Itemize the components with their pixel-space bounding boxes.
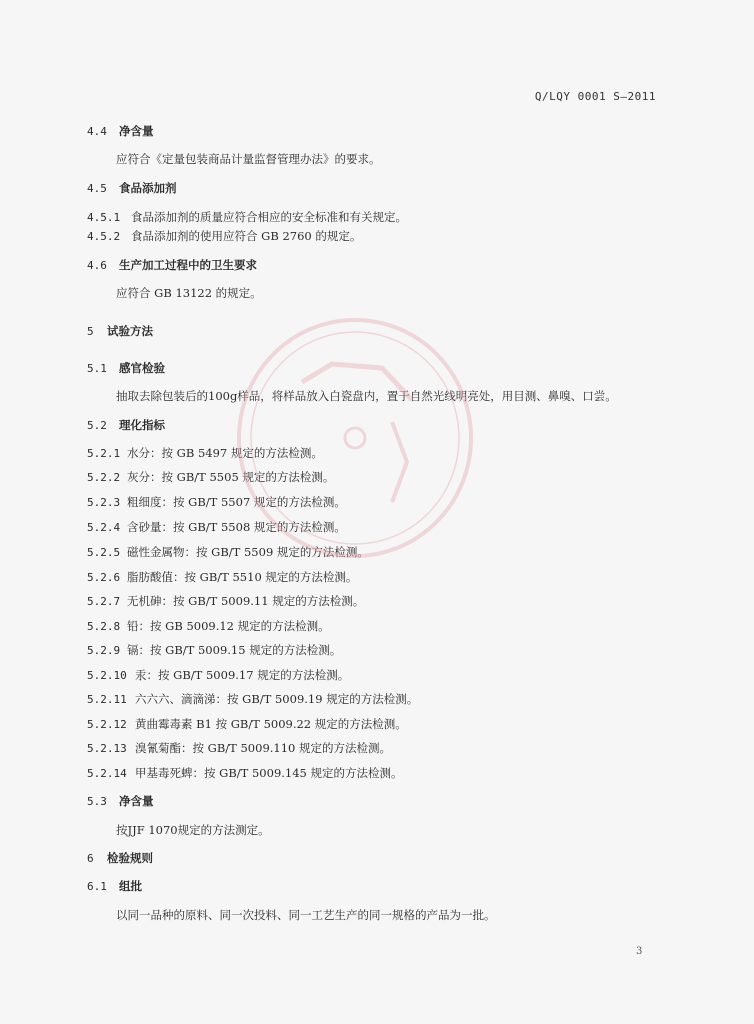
clause-4-5-2 <box>87 229 361 244</box>
clause-5-2-13 <box>87 741 391 756</box>
clause-5-2-6 <box>87 570 357 585</box>
section-number: 5.3 <box>87 795 107 808</box>
section-title: 净含量 <box>119 794 154 808</box>
clause-text: 六六六、滴滴涕：按 GB/T 5009.19 规定的方法检测。 <box>135 692 419 706</box>
clause-5-2-7 <box>87 594 364 609</box>
section-5-2-heading <box>87 418 165 433</box>
clause-text: 食品添加剂的质量应符合相应的安全标准和有关规定。 <box>131 210 407 224</box>
clause-text: 脂肪酸值：按 GB/T 5510 规定的方法检测。 <box>127 570 358 584</box>
section-title: 试验方法 <box>107 324 153 338</box>
clause-5-2-9 <box>87 643 341 658</box>
section-6-1-heading <box>87 879 142 894</box>
section-number: 6.1 <box>87 880 107 893</box>
paragraph: 抽取去除包装后的100g样品，将样品放入白瓷盘内，置于自然光线明亮处，用目测、鼻嗅、口尝。 <box>116 389 617 403</box>
clause-5-2-10 <box>87 668 349 683</box>
clause-text: 镉：按 GB/T 5009.15 规定的方法检测。 <box>127 643 342 657</box>
section-number: 6 <box>87 852 94 865</box>
clause-number: 5.2.3 <box>87 496 121 509</box>
section-4-5-heading <box>87 181 177 196</box>
clause-text: 溴氰菊酯：按 GB/T 5009.110 规定的方法检测。 <box>135 741 392 755</box>
paragraph: 按JJF 1070规定的方法测定。 <box>116 823 270 837</box>
clause-number: 5.2.9 <box>87 644 121 657</box>
section-number: 5.2 <box>87 419 107 432</box>
clause-5-2-2 <box>87 470 334 485</box>
section-number: 4.5 <box>87 182 107 195</box>
clause-5-2-4 <box>87 520 346 535</box>
section-title: 感官检验 <box>119 361 165 375</box>
section-number: 4.6 <box>87 259 107 272</box>
section-6-heading <box>87 851 153 866</box>
section-title: 生产加工过程中的卫生要求 <box>119 258 257 272</box>
clause-number: 4.5.2 <box>87 230 121 243</box>
clause-number: 4.5.1 <box>87 211 121 224</box>
paragraph: 应符合《定量包装商品计量监督管理办法》的要求。 <box>116 152 381 166</box>
clause-5-2-12 <box>87 717 407 732</box>
clause-number: 5.2.7 <box>87 595 121 608</box>
clause-5-2-14 <box>87 766 403 781</box>
page-number: 3 <box>636 946 643 957</box>
section-title: 净含量 <box>119 124 154 138</box>
clause-text: 食品添加剂的使用应符合 GB 2760 的规定。 <box>131 229 362 243</box>
section-title: 食品添加剂 <box>119 181 177 195</box>
section-number: 5.1 <box>87 362 107 375</box>
clause-text: 灰分：按 GB/T 5505 规定的方法检测。 <box>127 470 335 484</box>
clause-5-2-3 <box>87 495 346 510</box>
clause-text: 粗细度：按 GB/T 5507 规定的方法检测。 <box>127 495 346 509</box>
clause-number: 5.2.8 <box>87 620 121 633</box>
section-number: 5 <box>87 325 94 338</box>
clause-5-2-1 <box>87 446 323 461</box>
clause-number: 5.2.2 <box>87 471 121 484</box>
clause-5-2-11 <box>87 692 418 707</box>
section-title: 组批 <box>119 879 142 893</box>
clause-4-5-1 <box>87 210 407 225</box>
clause-text: 汞：按 GB/T 5009.17 规定的方法检测。 <box>135 668 350 682</box>
clause-text: 甲基毒死蜱：按 GB/T 5009.145 规定的方法检测。 <box>135 766 403 780</box>
section-5-heading <box>87 324 153 339</box>
clause-number: 5.2.4 <box>87 521 121 534</box>
clause-number: 5.2.13 <box>87 742 127 755</box>
clause-number: 5.2.10 <box>87 669 127 682</box>
clause-number: 5.2.14 <box>87 767 127 780</box>
clause-text: 水分：按 GB 5497 规定的方法检测。 <box>127 446 323 460</box>
standard-code: Q/LQY 0001 S—2011 <box>534 90 656 103</box>
clause-number: 5.2.11 <box>87 693 127 706</box>
paragraph: 应符合 GB 13122 的规定。 <box>116 286 262 300</box>
section-5-1-heading <box>87 361 165 376</box>
clause-text: 无机砷：按 GB/T 5009.11 规定的方法检测。 <box>127 594 365 608</box>
clause-text: 含砂量：按 GB/T 5508 规定的方法检测。 <box>127 520 346 534</box>
clause-text: 黄曲霉毒素 B1 按 GB/T 5009.22 规定的方法检测。 <box>135 717 407 731</box>
section-4-6-heading <box>87 258 257 273</box>
clause-number: 5.2.1 <box>87 447 121 460</box>
clause-number: 5.2.12 <box>87 718 127 731</box>
clause-number: 5.2.6 <box>87 571 121 584</box>
section-title: 理化指标 <box>119 418 165 432</box>
clause-text: 铅：按 GB 5009.12 规定的方法检测。 <box>127 619 330 633</box>
paragraph: 以同一品种的原料、同一次投料、同一工艺生产的同一规格的产品为一批。 <box>116 908 496 922</box>
clause-5-2-5 <box>87 545 369 560</box>
section-4-4-heading <box>87 124 154 139</box>
clause-number: 5.2.5 <box>87 546 121 559</box>
clause-text: 磁性金属物：按 GB/T 5509 规定的方法检测。 <box>127 545 369 559</box>
clause-5-2-8 <box>87 619 330 634</box>
section-title: 检验规则 <box>107 851 153 865</box>
section-5-3-heading <box>87 794 154 809</box>
section-number: 4.4 <box>87 125 107 138</box>
